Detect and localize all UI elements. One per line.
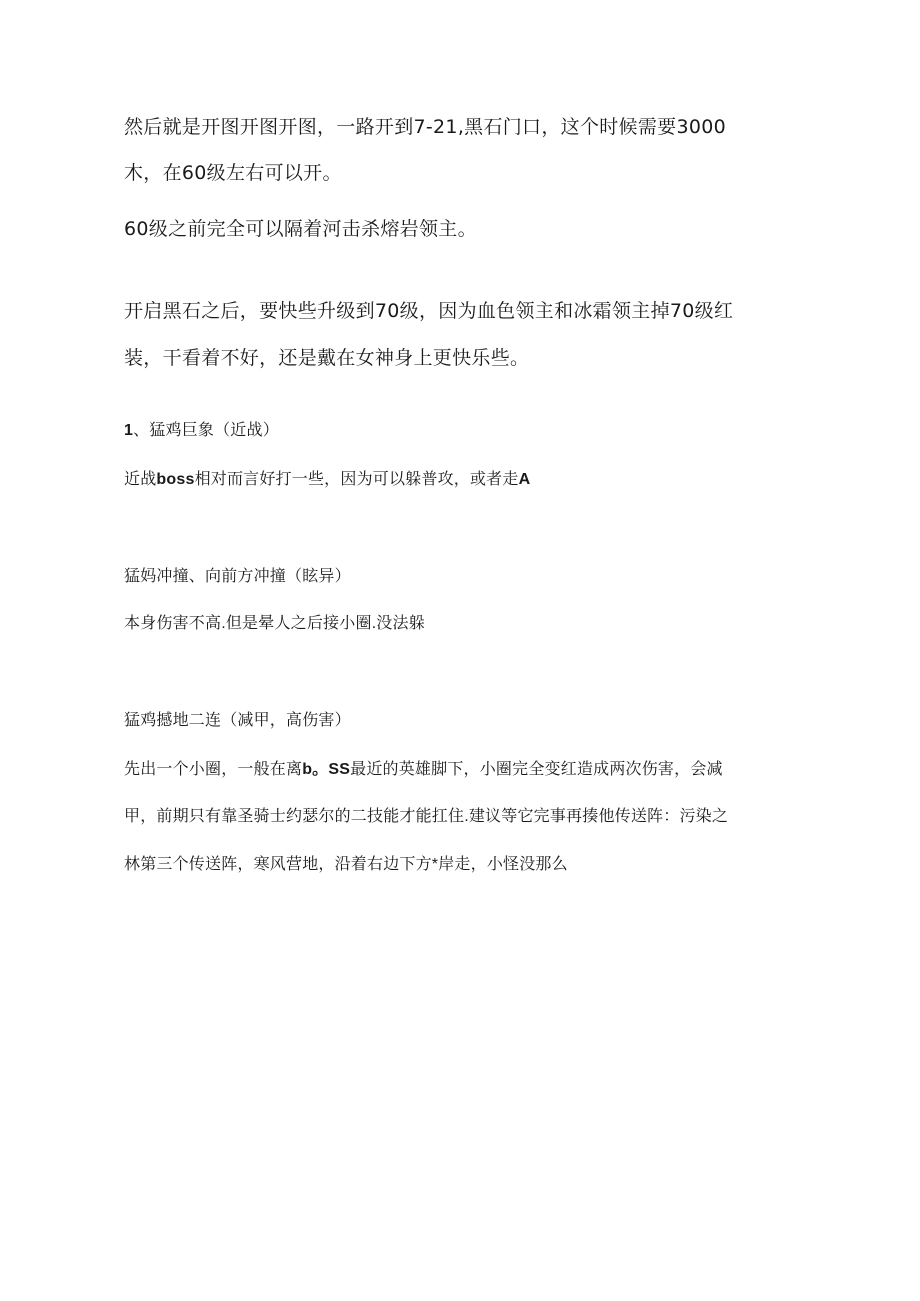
section-heading-1 xyxy=(124,417,279,440)
text-segment: 近战 xyxy=(124,471,157,488)
heading-number: 1 xyxy=(124,422,134,439)
skill-1-title: 猛妈冲撞、向前方冲撞（眩异） xyxy=(124,568,351,585)
bold-a: A xyxy=(518,471,531,488)
heading-text: 、猛鸡巨象（近战） xyxy=(133,422,279,439)
paragraph-1-line-1: 然后就是开图开图开图，一路开到7-21,黑石门口，这个时候需要3000 xyxy=(124,116,727,138)
skill-2-line-1 xyxy=(124,756,723,779)
skill-2-title: 猛鸡撼地二连（减甲，高伤害） xyxy=(124,712,351,729)
skill-1-text: 本身伤害不高.但是晕人之后接小圈.没法躲 xyxy=(124,615,425,632)
paragraph-melee-boss xyxy=(124,466,530,489)
paragraph-3-line-2: 装，干看着不好，还是戴在女神身上更快乐些。 xyxy=(124,347,530,369)
skill-2-line-2: 甲，前期只有靠圣骑士约瑟尔的二技能才能扛住.建议等它完事再揍他传送阵：污染之 xyxy=(124,808,729,825)
paragraph-2: 60级之前完全可以隔着河击杀熔岩领主。 xyxy=(124,218,477,240)
paragraph-1-line-2: 木，在60级左右可以开。 xyxy=(124,162,342,184)
text-segment: 最近的英雄脚下，小圈完全变红造成两次伤害，会减 xyxy=(350,761,723,778)
text-segment: 相对而言好打一些，因为可以躲普攻，或者走 xyxy=(194,471,519,488)
skill-2-line-3: 林第三个传送阵，寒风营地，沿着右边下方*岸走，小怪没那么 xyxy=(124,856,568,873)
paragraph-3-line-1: 开启黑石之后，要快些升级到70级，因为血色领主和冰霜领主掉70级红 xyxy=(124,300,734,322)
bold-boss: boss xyxy=(156,471,195,488)
text-segment: 先出一个小圈，一般在离 xyxy=(124,761,303,778)
bold-b-ss: b。SS xyxy=(302,761,351,778)
